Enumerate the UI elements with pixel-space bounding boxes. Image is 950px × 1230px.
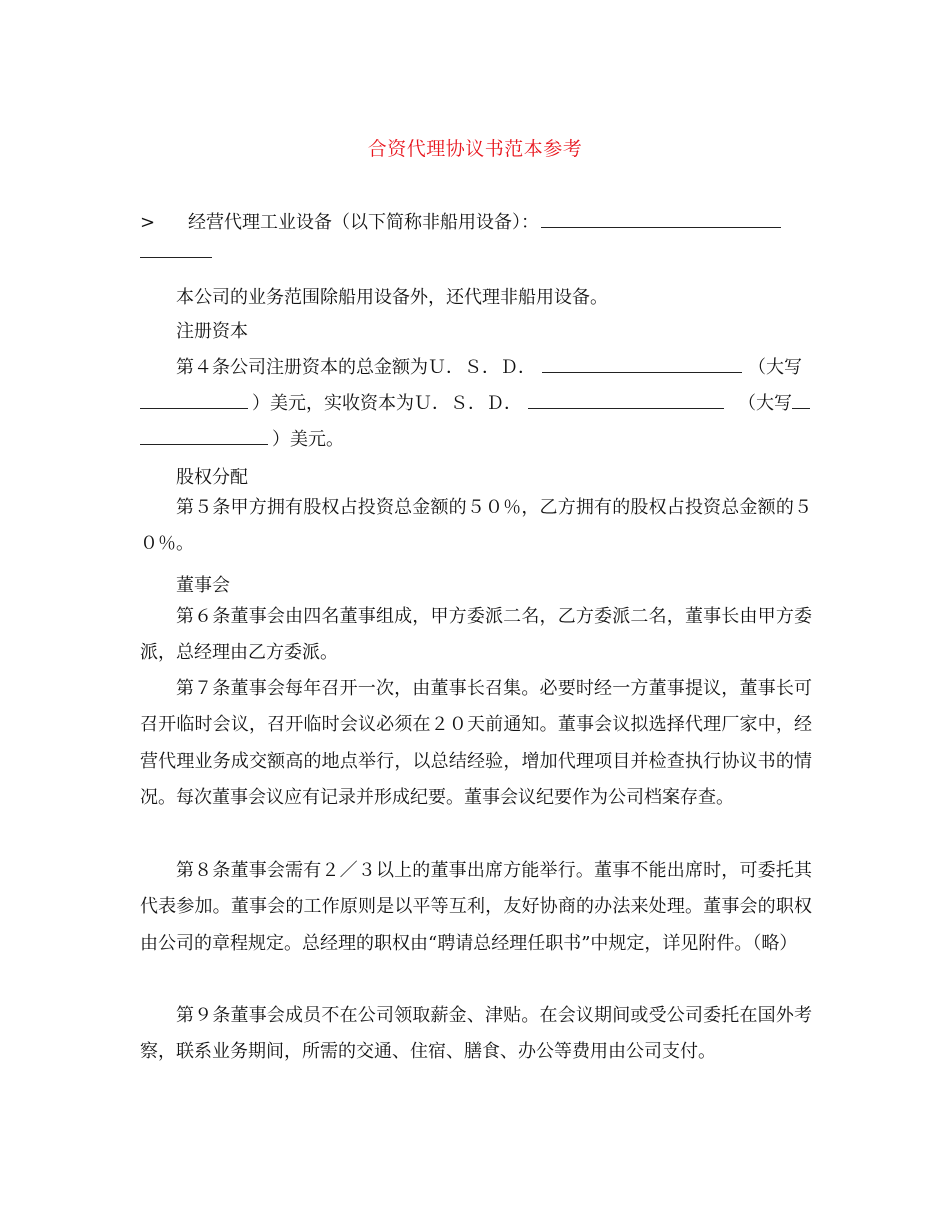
bullet-item-business-scope [140, 208, 783, 234]
fill-in-blank [792, 407, 810, 409]
fill-in-blank-continuation [140, 256, 212, 258]
paragraph-scope: 本公司的业务范围除船用设备外，还代理非船用设备。 [176, 287, 608, 308]
article-4-line-2 [140, 389, 810, 415]
section-heading-equity: 股权分配 [176, 467, 248, 488]
article-4-text-3: ）美元，实收资本为Ｕ．Ｓ．Ｄ． [252, 393, 522, 414]
fill-in-blank [541, 226, 781, 228]
fill-in-blank [542, 371, 742, 373]
document-title: 合资代理协议书范本参考 [367, 138, 583, 160]
fill-in-blank [140, 407, 248, 409]
article-5: 第５条甲方拥有股权占投资总金额的５０％，乙方拥有的股权占投资总金额的５０％。 [140, 497, 812, 555]
section-heading-board: 董事会 [176, 575, 230, 596]
bullet-arrow-icon: > [140, 212, 156, 233]
section-heading-capital: 注册资本 [176, 321, 248, 342]
article-6: 第６条董事会由四名董事组成，甲方委派二名，乙方委派二名，董事长由甲方委派，总经理由乙方委派。 [140, 606, 812, 664]
article-4-text-5: ）美元。 [272, 429, 344, 450]
article-9: 第９条董事会成员不在公司领取薪金、津贴。在会议期间或受公司委托在国外考察，联系业务期间，所需的交通、住宿、膳食、办公等费用由公司支付。 [140, 1005, 812, 1063]
fill-in-blank [140, 443, 268, 445]
article-8: 第８条董事会需有２／３以上的董事出席方能举行。董事不能出席时，可委托其代表参加。董事会的工作原则是以平等互利，友好协商的办法来处理。董事会的职权由公司的章程规定。总经理的职权由“聘请总经理任职书”中规定，详见附件。（略） [140, 860, 812, 954]
article-4-text-1: 第４条公司注册资本的总金额为Ｕ．Ｓ．Ｄ． [176, 357, 536, 378]
article-4-text-4: （大写 [738, 393, 792, 414]
article-4-line-1 [176, 353, 802, 379]
bullet-text: 经营代理工业设备（以下简称非船用设备）： [188, 212, 539, 233]
article-4-line-3 [140, 425, 344, 451]
article-7: 第７条董事会每年召开一次，由董事长召集。必要时经一方董事提议，董事长可召开临时会议，召开临时会议必须在２０天前通知。董事会议拟选择代理厂家中，经营代理业务成交额高的地点举行，以总结经验，增加代理项目并检查执行协议书的情况。每次董事会议应有记录并形成纪要。董事会议纪要作为公司档案存查。 [140, 678, 812, 808]
fill-in-blank [528, 407, 724, 409]
article-4-text-2: （大写 [748, 357, 802, 378]
